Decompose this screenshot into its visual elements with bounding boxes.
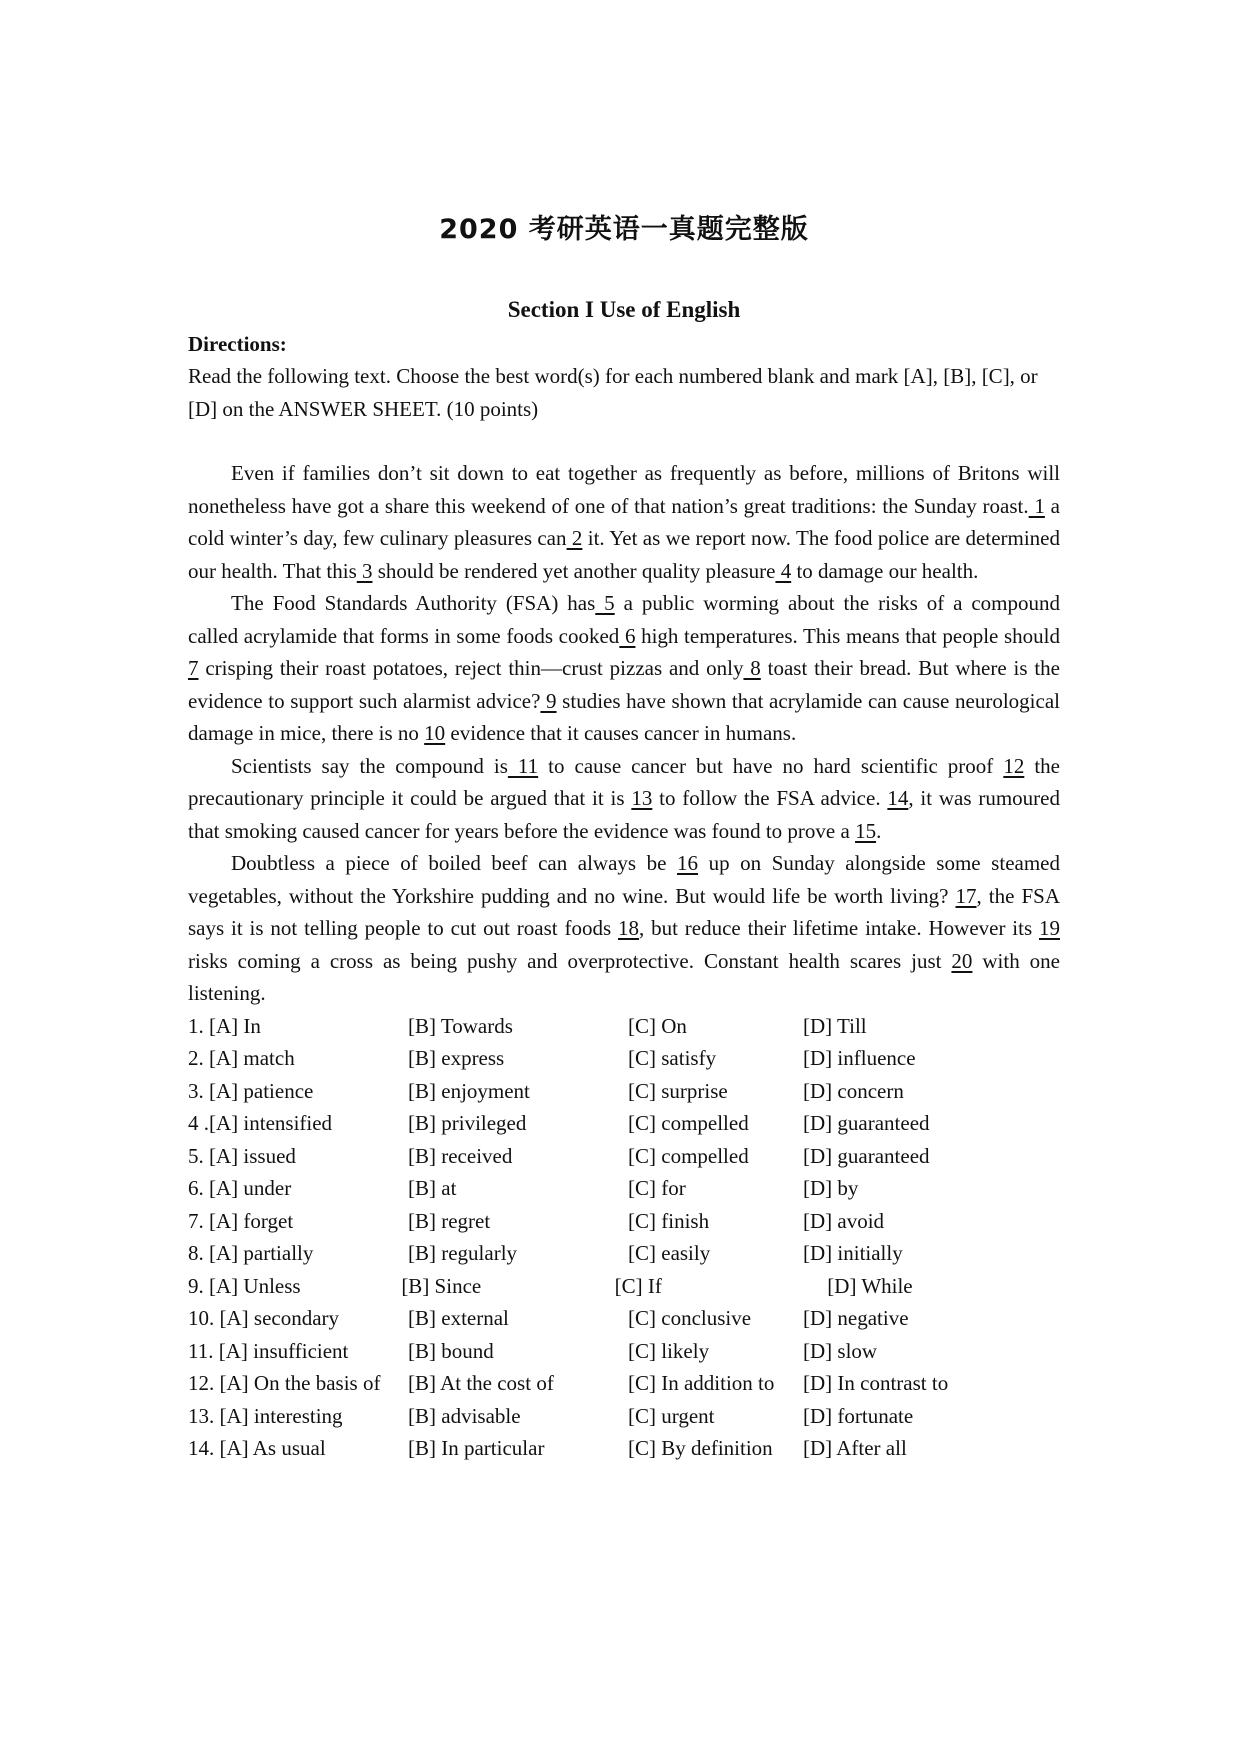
option-b: [B] In particular [408, 1436, 545, 1460]
option-b: [B] Towards [408, 1013, 513, 1038]
passage-text: Even if families don’t sit down to eat together as frequently as before, millions of Britons will nonetheless have got a share this weekend of one of that nation’s great traditions: the Sunday roast. [188, 461, 1060, 518]
passage-text: a public worming about the risks of a compound called acrylamide that forms in some foods cooked [188, 591, 1061, 648]
option-b: [B] privileged [408, 1111, 527, 1135]
blank-1: 1 [1028, 493, 1045, 518]
option-c: [C] surprise [628, 1078, 728, 1103]
option-c: [C] easily [628, 1241, 711, 1265]
option-row-8 [188, 1237, 1060, 1270]
blank-10: 10 [424, 721, 446, 745]
option-a: 10. [A] secondary [188, 1306, 340, 1330]
passage-text: , but reduce their lifetime intake. However its [638, 916, 1039, 940]
passage-text: evidence that it causes cancer in humans. [445, 721, 797, 745]
document-page [188, 200, 1060, 1465]
passage-text: to cause cancer but have no hard scientific proof [538, 753, 1004, 778]
passage-text: with one listening. [188, 948, 1060, 1005]
answer-options [188, 1010, 1060, 1465]
passage-paragraph-4 [188, 847, 1060, 1010]
blank-6: 6 [619, 623, 636, 648]
option-b: [B] at [408, 1176, 457, 1200]
passage-text: up on Sunday alongside some steamed vegetables, without the Yorkshire pudding and no wine. But would life be worth living? [188, 851, 1060, 908]
option-a: 2. [A] match [188, 1046, 295, 1070]
passage-text: . [876, 818, 882, 843]
option-a: 11. [A] insufficient [188, 1338, 349, 1363]
option-d: [D] In contrast to [803, 1371, 949, 1395]
option-c: [C] compelled [628, 1111, 749, 1135]
option-b: [B] received [408, 1143, 513, 1168]
option-b: [B] bound [408, 1338, 494, 1363]
option-d: [D] After all [803, 1436, 907, 1460]
passage-text: to follow the FSA advice. [652, 786, 888, 810]
directions-label: Directions: [188, 332, 287, 356]
document-title: 2020 考研英语一真题完整版 [439, 214, 809, 245]
option-row-12 [188, 1367, 1060, 1400]
passage-text: it. Yet as we report now. The food police are determined our health. That this [188, 526, 1061, 583]
option-b: [B] external [408, 1306, 509, 1330]
blank-14: 14 [887, 786, 909, 810]
blank-15: 15 [855, 818, 877, 843]
option-b: [B] Since [401, 1273, 482, 1298]
passage-paragraph-2 [188, 587, 1060, 750]
option-c: [C] On [628, 1013, 687, 1038]
option-a: 1. [A] In [188, 1013, 261, 1038]
option-c: [C] In addition to [628, 1371, 775, 1395]
option-c: [C] satisfy [628, 1046, 717, 1070]
blank-16: 16 [677, 851, 699, 875]
option-row-1 [188, 1010, 1060, 1043]
option-b: [B] regularly [408, 1241, 518, 1265]
option-a: 9. [A] Unless [188, 1273, 301, 1298]
option-c: [C] If [614, 1273, 662, 1298]
blank-5: 5 [595, 591, 615, 615]
blank-4: 4 [775, 558, 792, 583]
blank-9: 9 [540, 688, 557, 713]
option-b: [B] regret [408, 1208, 491, 1233]
option-d: [D] by [803, 1176, 859, 1200]
passage-text: risks coming a cross as being pushy and overprotective. Constant health scares just [188, 948, 952, 973]
passage-text: , it was rumoured that smoking caused cancer for years before the evidence was found to prove a [188, 786, 1060, 843]
passage-text: a cold winter’s day, few culinary pleasures can [188, 493, 1061, 550]
passage-text: studies have shown that acrylamide can cause neurological damage in mice, there is no [188, 688, 1060, 745]
blank-11: 11 [507, 753, 539, 778]
blank-18: 18 [617, 916, 639, 940]
option-d: [D] While [827, 1273, 913, 1298]
option-d: [D] guaranteed [803, 1111, 930, 1135]
option-c: [C] for [628, 1176, 686, 1200]
option-a: 14. [A] As usual [188, 1436, 326, 1460]
option-c: [C] finish [628, 1208, 710, 1233]
option-row-7 [188, 1205, 1060, 1238]
option-c: [C] compelled [628, 1143, 749, 1168]
blank-8: 8 [743, 656, 761, 680]
option-d: [D] avoid [803, 1208, 885, 1233]
passage-text: , the FSA says it is not telling people to cut out roast foods [188, 883, 1060, 940]
option-c: [C] By definition [628, 1436, 773, 1460]
option-row-5 [188, 1140, 1060, 1173]
directions-text: Read the following text. Choose the best word(s) for each numbered blank and mark [A], [B], [C], or [D] on the ANSWER SHEET. (10 points) [188, 364, 1038, 421]
option-d: [D] negative [803, 1306, 909, 1330]
option-row-9 [188, 1270, 1060, 1303]
passage-text: high temperatures. This means that people should [635, 623, 1060, 648]
option-a: 8. [A] partially [188, 1241, 314, 1265]
passage-text: should be rendered yet another quality pleasure [372, 558, 776, 583]
passage-paragraph-3 [188, 750, 1060, 848]
option-a: 4 .[A] intensified [188, 1111, 333, 1135]
option-row-13 [188, 1400, 1060, 1433]
option-b: [B] At the cost of [408, 1371, 554, 1395]
option-a: 6. [A] under [188, 1176, 292, 1200]
option-row-2 [188, 1042, 1060, 1075]
passage-text: to damage our health. [791, 558, 979, 583]
option-b: [B] enjoyment [408, 1078, 530, 1103]
blank-13: 13 [631, 786, 653, 810]
option-b: [B] advisable [408, 1403, 521, 1428]
option-c: [C] conclusive [628, 1306, 752, 1330]
blank-7: 7 [188, 656, 199, 680]
option-row-14 [188, 1432, 1060, 1465]
option-d: [D] concern [803, 1078, 904, 1103]
option-a: 5. [A] issued [188, 1143, 296, 1168]
option-row-4 [188, 1107, 1060, 1140]
option-d: [D] initially [803, 1241, 903, 1265]
option-b: [B] express [408, 1046, 505, 1070]
option-row-11 [188, 1335, 1060, 1368]
option-c: [C] likely [628, 1338, 710, 1363]
passage [188, 457, 1060, 1010]
passage-paragraph-1 [188, 457, 1060, 587]
option-d: [D] slow [803, 1338, 878, 1363]
passage-text: the precautionary principle it could be argued that it is [188, 753, 1060, 810]
blank-17: 17 [955, 883, 977, 908]
option-a: 12. [A] On the basis of [188, 1371, 381, 1395]
passage-text: The Food Standards Authority (FSA) has [231, 591, 596, 615]
blank-3: 3 [356, 558, 373, 583]
option-d: [D] Till [803, 1013, 867, 1038]
option-c: [C] urgent [628, 1403, 715, 1428]
option-row-6 [188, 1172, 1060, 1205]
option-row-10 [188, 1302, 1060, 1335]
blank-19: 19 [1039, 916, 1060, 940]
blank-12: 12 [1003, 753, 1025, 778]
option-d: [D] influence [803, 1046, 916, 1070]
passage-text: Doubtless a piece of boiled beef can always be [231, 851, 678, 875]
blank-20: 20 [951, 948, 973, 973]
passage-text: Scientists say the compound is [231, 753, 508, 778]
section-title: Section I Use of English [507, 297, 741, 322]
passage-text: crisping their roast potatoes, reject thin—crust pizzas and only [198, 656, 744, 680]
passage-text: toast their bread. But where is the evidence to support such alarmist advice? [188, 656, 1061, 713]
option-row-3 [188, 1075, 1060, 1108]
option-a: 13. [A] interesting [188, 1403, 343, 1428]
option-d: [D] guaranteed [803, 1143, 930, 1168]
option-d: [D] fortunate [803, 1403, 914, 1428]
option-a: 3. [A] patience [188, 1078, 314, 1103]
blank-2: 2 [566, 526, 583, 550]
option-a: 7. [A] forget [188, 1208, 294, 1233]
